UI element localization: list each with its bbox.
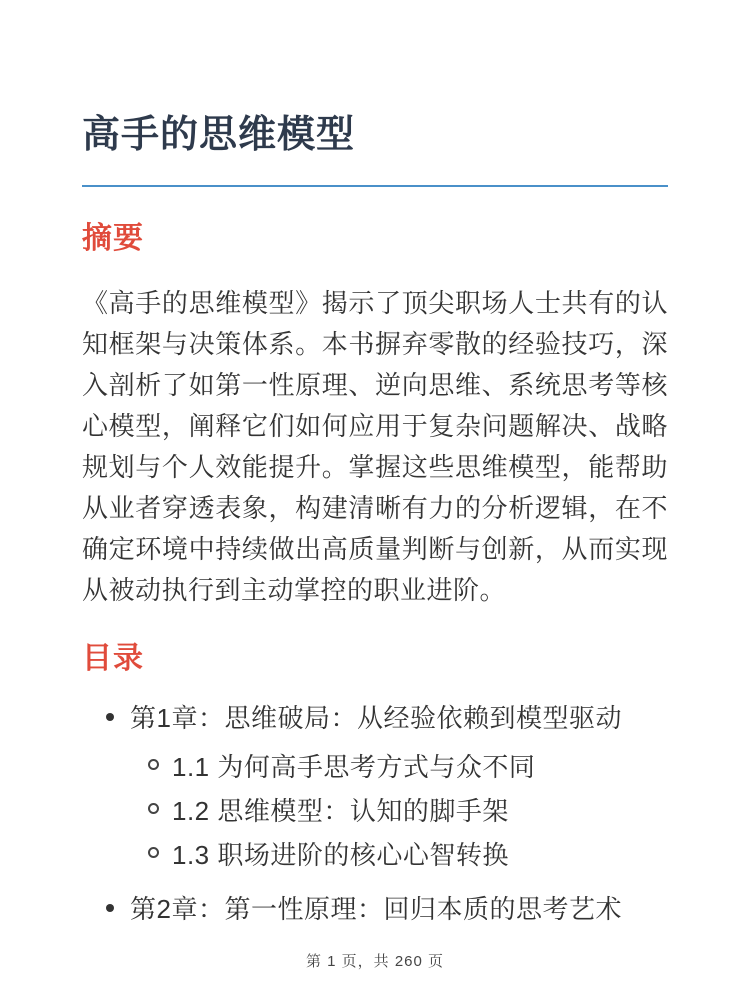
abstract-heading: 摘要 xyxy=(82,222,144,255)
toc-chapter-2 xyxy=(106,893,668,925)
page-title: 高手的思维模型 xyxy=(82,114,356,156)
toc-chapter-2-row xyxy=(106,893,668,925)
toc-chapter-1-label: 第1章：思维破局：从经验依赖到模型驱动 xyxy=(130,703,622,733)
toc-chapter-1-sections xyxy=(106,751,668,871)
toc-list xyxy=(82,702,668,925)
toc-section-1-1-label: 1.1 为何高手思考方式与众不同 xyxy=(172,752,536,782)
toc-section-item xyxy=(148,751,668,783)
toc-chapter-1-row xyxy=(106,702,668,734)
toc-section-row xyxy=(148,795,668,827)
toc-section-1-2-label: 1.2 思维模型：认知的脚手架 xyxy=(172,796,509,826)
abstract-paragraph: 《高手的思维模型》揭示了顶尖职场人士共有的认知框架与决策体系。本书摒弃零散的经验技巧，深入剖析了如第一性原理、逆向思维、系统思考等核心模型，阐释它们如何应用于复杂问题解决、战略规划与个人效能提升。掌握这些思维模型，能帮助从业者穿透表象，构建清晰有力的分析逻辑，在不确定环境中持续做出高质量判断与创新，从而实现从被动执行到主动掌控的职业进阶。 xyxy=(82,288,668,605)
title-divider xyxy=(82,185,668,187)
bullet-circle-icon xyxy=(148,847,159,858)
bullet-disc-icon xyxy=(106,713,114,721)
toc-section-row xyxy=(148,751,668,783)
bullet-disc-icon xyxy=(106,904,114,912)
toc-chapter-1 xyxy=(106,702,668,871)
toc-section-row xyxy=(148,839,668,871)
toc-section-1-3-label: 1.3 职场进阶的核心心智转换 xyxy=(172,840,509,870)
toc-chapter-2-label: 第2章：第一性原理：回归本质的思考艺术 xyxy=(130,894,622,924)
bullet-circle-icon xyxy=(148,759,159,770)
page-number-footer: 第 1 页，共 260 页 xyxy=(305,953,445,970)
toc-section-item xyxy=(148,795,668,827)
toc-section-item xyxy=(148,839,668,871)
bullet-circle-icon xyxy=(148,803,159,814)
toc-heading: 目录 xyxy=(82,642,144,675)
